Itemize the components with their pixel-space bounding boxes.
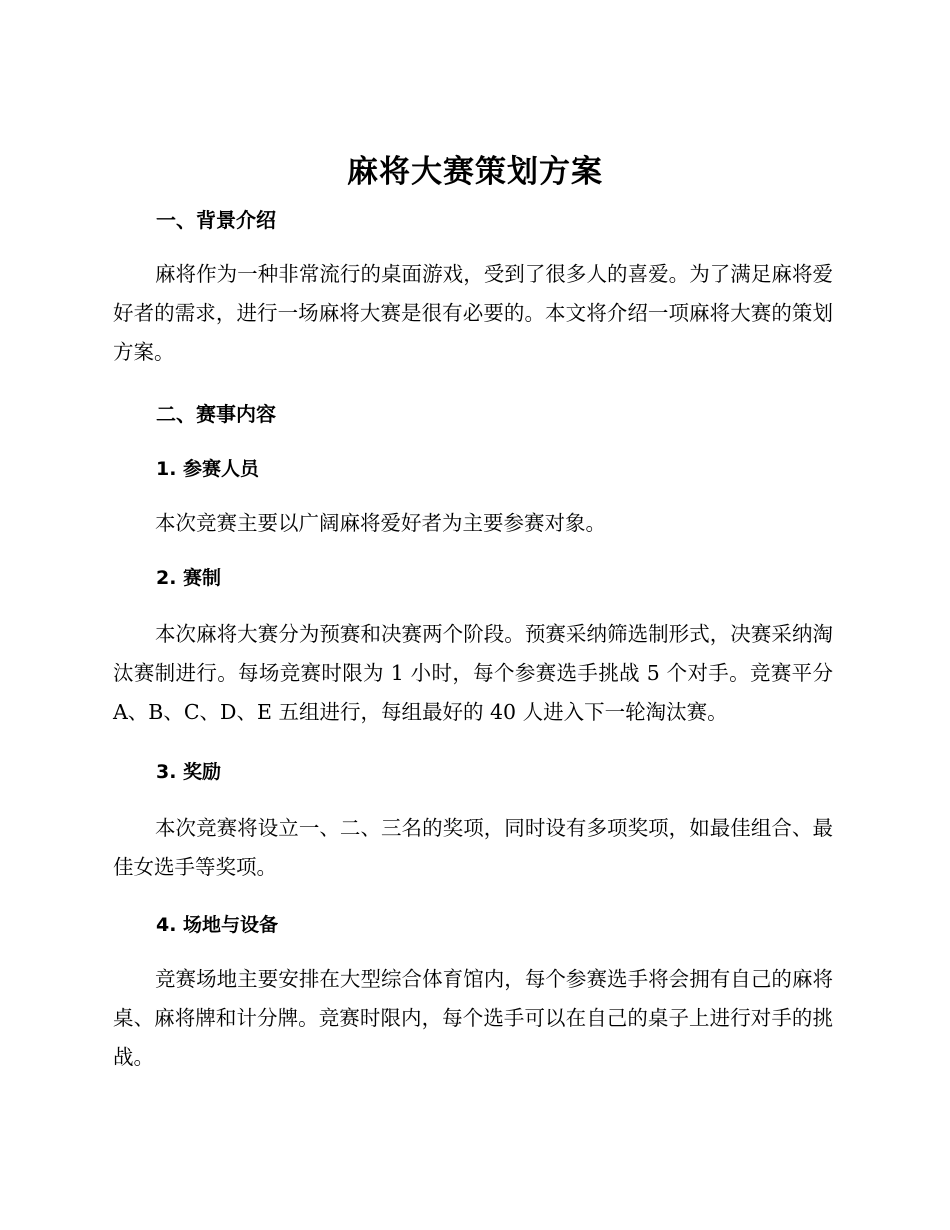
subheading-awards: 3. 奖励 xyxy=(156,761,222,783)
paragraph-participants: 本次竞赛主要以广阔麻将爱好者为主要参赛对象。 xyxy=(155,511,606,535)
paragraph-format: 本次麻将大赛分为预赛和决赛两个阶段。预赛采纳筛选制形式，决赛采纳淘汰赛制进行。每场竞赛时限为 1 小时，每个参赛选手挑战 5 个对手。竞赛平分 A、B、C、D、E 五组进行，每组最好的 40 人进入下一轮淘汰赛。 xyxy=(113,622,833,724)
document-title: 麻将大赛策划方案 xyxy=(347,154,603,190)
paragraph-awards: 本次竞赛将设立一、二、三名的奖项，同时设有多项奖项，如最佳组合、最佳女选手等奖项。 xyxy=(113,816,833,879)
subheading-format: 2. 赛制 xyxy=(156,567,222,589)
section-heading-background: 一、背景介绍 xyxy=(156,208,276,232)
paragraph-background: 麻将作为一种非常流行的桌面游戏，受到了很多人的喜爱。为了满足麻将爱好者的需求，进行一场麻将大赛是很有必要的。本文将介绍一项麻将大赛的策划方案。 xyxy=(113,262,833,364)
paragraph-venue: 竞赛场地主要安排在大型综合体育馆内，每个参赛选手将会拥有自己的麻将桌、麻将牌和计分牌。竞赛时限内，每个选手可以在自己的桌子上进行对手的挑战。 xyxy=(113,967,833,1069)
subheading-participants: 1. 参赛人员 xyxy=(156,458,260,480)
subheading-venue: 4. 场地与设备 xyxy=(156,914,279,936)
section-heading-content: 二、赛事内容 xyxy=(156,402,276,426)
